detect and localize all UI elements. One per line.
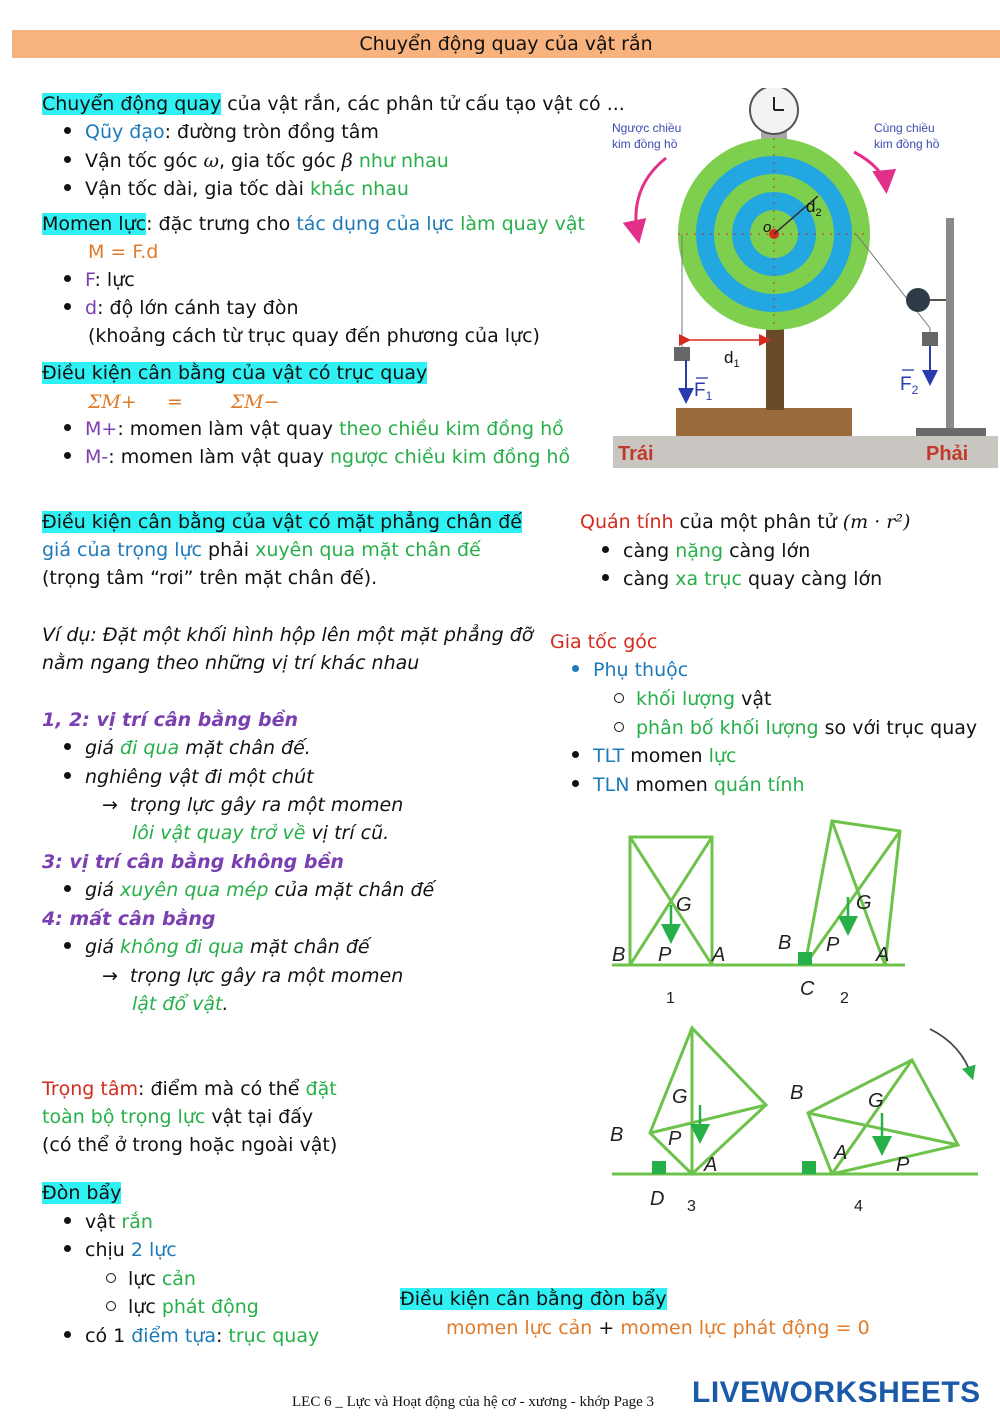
list-item: giá xuyên qua mép của mặt chân đế xyxy=(64,876,434,904)
lever-equilibrium-heading xyxy=(400,1285,667,1313)
equilibrium-equation xyxy=(88,388,280,416)
torque-heading xyxy=(42,210,585,238)
base-condition xyxy=(42,536,481,564)
list-item xyxy=(64,175,409,203)
right-stand xyxy=(946,218,954,436)
box-number: 3 xyxy=(687,1198,696,1215)
g-label: G xyxy=(672,1086,688,1108)
linear-velocity-text: Vận tốc dài, gia tốc dài xyxy=(85,178,310,200)
trajectory-text: : đường tròn đồng tâm xyxy=(164,121,379,143)
must-text: phải xyxy=(202,539,256,561)
not-through-text: không đi qua xyxy=(120,936,244,958)
list-item xyxy=(64,147,449,175)
page-title: Chuyển động quay của vật rắn xyxy=(12,30,1000,58)
ccw-label-2: kim đồng hồ xyxy=(612,137,678,151)
eq-left: ΣM+ xyxy=(88,391,137,413)
list-item: càng nặng càng lớn xyxy=(602,537,810,565)
left-weight xyxy=(674,347,690,361)
list-item xyxy=(64,118,379,146)
center-of-gravity-def: Trọng tâm: điểm mà có thể đặt xyxy=(42,1078,337,1100)
list-item xyxy=(64,415,564,443)
stable-heading: 1, 2: vị trí cân bằng bền xyxy=(42,709,298,731)
list-item xyxy=(64,294,299,322)
omega-symbol: ω xyxy=(203,150,219,172)
axis-equilibrium-highlight: Điều kiện cân bằng của vật có trục quay xyxy=(42,362,428,384)
list-item: càng xa trục quay càng lớn xyxy=(602,565,882,593)
g-label: G xyxy=(856,892,872,914)
passes-text: đi qua xyxy=(120,737,180,759)
axis-label: o xyxy=(763,219,772,236)
imbalance-result-2: lật đổ vật. xyxy=(132,993,229,1015)
base-equilibrium-heading xyxy=(42,508,522,536)
p-label: P xyxy=(668,1128,682,1150)
list-item: khối lượng vật xyxy=(614,685,771,713)
m-minus-text: : momen làm vật quay xyxy=(108,446,330,468)
d-label: D xyxy=(650,1188,665,1210)
g-label: G xyxy=(868,1090,884,1112)
rotation-heading-text: của vật rắn, các phân tử cấu tạo vật có ... xyxy=(221,93,625,115)
base-equilibrium-highlight: Điều kiện cân bằng của vật có mặt phẳng chân đế xyxy=(42,511,522,533)
stable-result-2: lôi vật quay trở về vị trí cũ. xyxy=(132,822,390,844)
b-label: B xyxy=(778,932,792,954)
right-weight xyxy=(922,332,938,346)
torque-wheel-diagram xyxy=(608,88,998,468)
lever-highlight: Đòn bẩy xyxy=(42,1182,122,1204)
p-label: P xyxy=(658,944,672,966)
a-label: A xyxy=(876,944,890,966)
list-item: giá không đi qua mặt chân đế xyxy=(64,933,370,961)
through-base-text: xuyên qua mặt chân đế xyxy=(255,539,481,561)
torque-rotate-text: làm quay vật xyxy=(454,213,585,235)
list-item: TLN momen quán tính xyxy=(572,771,805,799)
torque-heading-text: : đặc trưng cho xyxy=(146,213,297,235)
counterclockwise-text: ngược chiều kim đồng hồ xyxy=(329,446,571,468)
stable-result: → trọng lực gây ra một momen xyxy=(102,794,404,816)
lever-equilibrium-highlight: Điều kiện cân bằng đòn bẩy xyxy=(400,1288,667,1310)
page-footer: LEC 6 _ Lực và Hoạt động của hệ cơ - xương - khớp Page 3 xyxy=(292,1394,655,1410)
b-label: B xyxy=(610,1124,624,1146)
eq-equals: = xyxy=(166,391,183,413)
list-item: phân bố khối lượng so với trục quay xyxy=(614,714,977,742)
f2-label: $F_2$ xyxy=(900,374,919,397)
example-line-2: nằm ngang theo những vị trí khác nhau xyxy=(42,652,420,674)
lever-heading xyxy=(42,1179,121,1207)
center-of-gravity-line2: toàn bộ trọng lực vật tại đấy xyxy=(42,1106,314,1128)
center-of-gravity-label: Trọng tâm xyxy=(42,1078,138,1100)
inertia-text: của một phân tử xyxy=(673,511,843,533)
list-item: TLT momen lực xyxy=(572,742,736,770)
cw-arrow-icon xyxy=(854,152,886,188)
ccw-label-1: Ngược chiều xyxy=(612,121,682,135)
arrow-icon: → xyxy=(102,965,118,987)
m-plus-text: : momen làm vật quay xyxy=(117,418,340,440)
g-label: G xyxy=(676,894,692,916)
angular-accel-text: , gia tốc góc xyxy=(218,150,342,172)
gravity-line-text: giá của trọng lực xyxy=(42,539,202,561)
inertia-heading xyxy=(580,508,910,536)
depends-text: Phụ thuộc xyxy=(593,659,689,681)
arm-note: (khoảng cách từ trục quay đến phương của lực) xyxy=(88,325,540,347)
wheel-base xyxy=(676,408,852,436)
liveworksheets-logo[interactable]: LIVEWORKSHEETS xyxy=(692,1376,981,1409)
box-number: 2 xyxy=(840,990,849,1007)
torque-effect-text: tác dụng của lực xyxy=(296,213,455,235)
box-number: 1 xyxy=(666,990,675,1007)
box-3 xyxy=(650,1028,766,1174)
f1-label: $F_1$ xyxy=(694,380,713,403)
pulley xyxy=(906,288,930,312)
a-label: A xyxy=(834,1142,848,1164)
same-text: như nhau xyxy=(352,150,449,172)
a-label: A xyxy=(712,944,726,966)
list-item xyxy=(64,266,135,294)
base-note: (trọng tâm “rơi” trên mặt chân đế). xyxy=(42,567,378,589)
imbalance-heading: 4: mất cân bằng xyxy=(42,908,216,930)
arrow-icon: → xyxy=(102,794,118,816)
arm-symbol: d xyxy=(85,297,98,319)
list-item: có 1 điểm tựa: trục quay xyxy=(64,1322,319,1350)
axis-equilibrium-heading xyxy=(42,359,427,387)
inertia-formula: (m · r²) xyxy=(842,511,911,533)
p-label: P xyxy=(826,934,840,956)
box-number: 4 xyxy=(854,1198,863,1215)
list-item xyxy=(572,656,688,684)
list-item: chịu 2 lực xyxy=(64,1236,177,1264)
inertia-label: Quán tính xyxy=(580,511,674,533)
list-item xyxy=(64,443,570,471)
arm-text: : độ lớn cánh tay đòn xyxy=(97,297,299,319)
a-label: A xyxy=(704,1154,718,1176)
torque-formula: M = F.d xyxy=(88,241,159,263)
left-label: Trái xyxy=(618,443,654,465)
example-line-1: Ví dụ: Đặt một khối hình hộp lên một mặt phẳng đỡ xyxy=(42,624,534,646)
list-item: lực phát động xyxy=(106,1293,259,1321)
ccw-arrow-icon xyxy=(636,158,666,238)
list-item: lực cản xyxy=(106,1265,196,1293)
rotation-heading xyxy=(42,90,625,118)
beta-symbol: β xyxy=(341,150,353,172)
torque-heading-highlight: Momen lực xyxy=(42,213,147,235)
edge-text: xuyên qua mép xyxy=(120,879,269,901)
rotation-heading-highlight: Chuyển động quay xyxy=(42,93,222,115)
angular-accel-heading: Gia tốc góc xyxy=(550,631,658,653)
b-label: B xyxy=(790,1082,804,1104)
force-text: : lực xyxy=(94,269,135,291)
center-of-gravity-note: (có thể ở trong hoặc ngoài vật) xyxy=(42,1134,338,1156)
list-item: giá đi qua mặt chân đế. xyxy=(64,734,311,762)
clockwise-text: theo chiều kim đồng hồ xyxy=(339,418,564,440)
d1-label: $d_1$ xyxy=(724,348,740,370)
cw-label-1: Cùng chiều xyxy=(874,121,935,135)
p-label: P xyxy=(896,1154,910,1176)
unstable-heading: 3: vị trí cân bằng không bền xyxy=(42,851,344,873)
box-positions-diagram xyxy=(600,815,990,1225)
b-label: B xyxy=(612,944,626,966)
trajectory-label: Qũy đạo xyxy=(85,121,165,143)
right-label: Phải xyxy=(926,443,969,465)
different-text: khác nhau xyxy=(309,178,409,200)
imbalance-result: → trọng lực gây ra một momen xyxy=(102,965,404,987)
m-plus-label: M+ xyxy=(85,418,118,440)
list-item: nghiêng vật đi một chút xyxy=(64,763,314,791)
force-symbol: F xyxy=(85,269,95,291)
d2-label: $d_2$ xyxy=(806,197,822,219)
list-item: vật rắn xyxy=(64,1208,153,1236)
cw-label-2: kim đồng hồ xyxy=(874,137,940,151)
m-minus-label: M- xyxy=(85,446,109,468)
lever-equilibrium-formula: momen lực cản + momen lực phát động = 0 xyxy=(446,1317,870,1339)
angular-velocity-text: Vận tốc góc xyxy=(85,150,204,172)
c-label: C xyxy=(800,978,815,1000)
eq-right: ΣM− xyxy=(230,391,280,413)
